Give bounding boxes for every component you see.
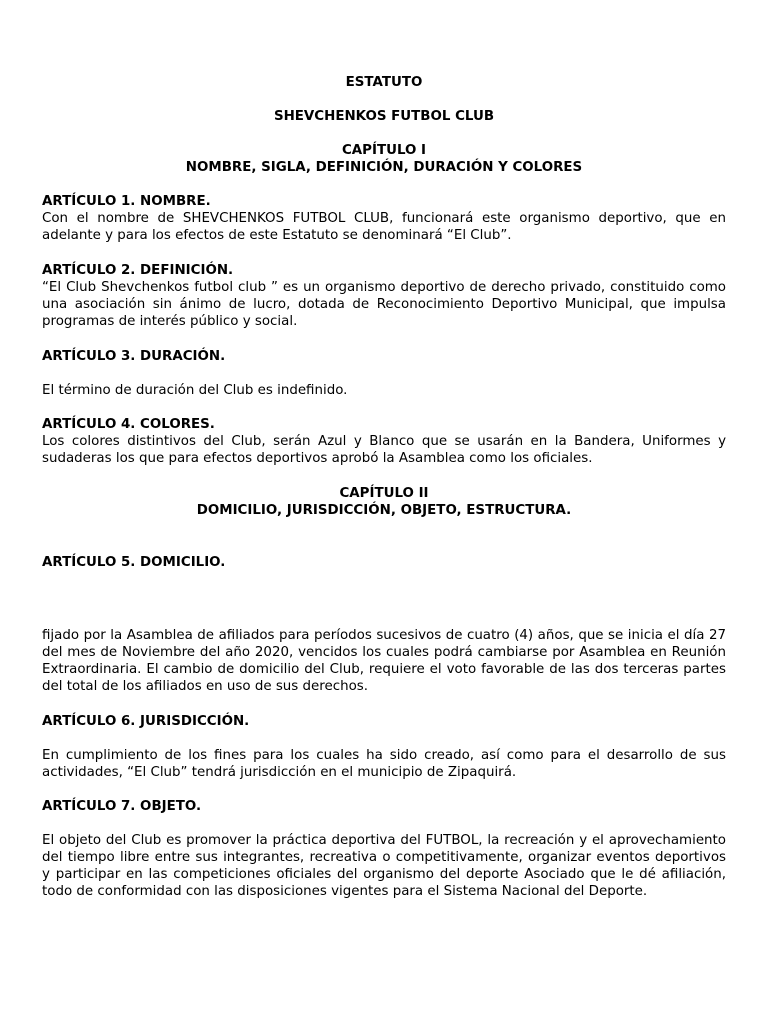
article-7-heading: ARTÍCULO 7. OBJETO. xyxy=(42,799,202,814)
article-3-text: El término de duración del Club es indefinido. xyxy=(42,383,348,398)
article-3-heading: ARTÍCULO 3. DURACIÓN. xyxy=(42,349,226,364)
chapter-1-label: CAPÍTULO I xyxy=(341,143,427,158)
article-1-heading: ARTÍCULO 1. NOMBRE. xyxy=(42,194,211,209)
article-6-heading: ARTÍCULO 6. JURISDICCIÓN. xyxy=(42,714,250,729)
article-7 xyxy=(42,798,726,900)
article-4 xyxy=(42,416,726,467)
document-title: ESTATUTO xyxy=(345,75,423,90)
chapter-2-subtitle: DOMICILIO, JURISDICCIÓN, OBJETO, ESTRUCTURA. xyxy=(196,503,572,518)
chapter-2-label: CAPÍTULO II xyxy=(339,486,429,501)
article-2-heading: ARTÍCULO 2. DEFINICIÓN. xyxy=(42,263,234,278)
article-5-heading: ARTÍCULO 5. DOMICILIO. xyxy=(42,555,226,570)
chapter-2-header xyxy=(42,485,726,519)
club-name: SHEVCHENKOS FUTBOL CLUB xyxy=(273,109,495,124)
article-2-text: “El Club Shevchenkos futbol club ” es un organismo deportivo de derecho privado, constituido como una asociación sin ánimo de lucro, dotada de Reconocimiento Deportivo Municipal, que impulsa programas de interés público y social. xyxy=(42,280,726,329)
article-5-text: fijado por la Asamblea de afiliados para períodos sucesivos de cuatro (4) años, que se inicia el día 27 del mes de Noviembre del año 2020, vencidos los cuales podrá cambiarse por Asamblea en Reunión Extraordinaria. El cambio de domicilio del Club, requiere el voto favorable de las dos terceras partes del total de los afiliados en uso de sus derechos. xyxy=(42,628,726,694)
article-2 xyxy=(42,262,726,330)
chapter-1-subtitle: NOMBRE, SIGLA, DEFINICIÓN, DURACIÓN Y COLORES xyxy=(185,160,583,175)
article-7-text: El objeto del Club es promover la práctica deportiva del FUTBOL, la recreación y el aprovechamiento del tiempo libre entre sus integrantes, recreativa o competitivamente, organizar eventos deportivos y participar en las competiciones oficiales del organismo del deporte Asociado que le dé afiliación, todo de conformidad con las disposiciones vigentes para el Sistema Nacional del Deporte. xyxy=(42,833,726,899)
article-1 xyxy=(42,193,726,244)
article-1-text: Con el nombre de SHEVCHENKOS FUTBOL CLUB, funcionará este organismo deportivo, que en adelante y para los efectos de este Estatuto se denominará “El Club”. xyxy=(42,211,726,243)
article-6-text: En cumplimiento de los fines para los cuales ha sido creado, así como para el desarrollo de sus actividades, “El Club” tendrá jurisdicción en el municipio de Zipaquirá. xyxy=(42,748,726,780)
article-3 xyxy=(42,348,726,399)
article-6 xyxy=(42,713,726,781)
chapter-1-header xyxy=(42,142,726,176)
article-4-heading: ARTÍCULO 4. COLORES. xyxy=(42,417,215,432)
article-4-text: Los colores distintivos del Club, serán Azul y Blanco que se usarán en la Bandera, Uniformes y sudaderas los que para efectos deportivos aprobó la Asamblea como los oficiales. xyxy=(42,434,726,466)
